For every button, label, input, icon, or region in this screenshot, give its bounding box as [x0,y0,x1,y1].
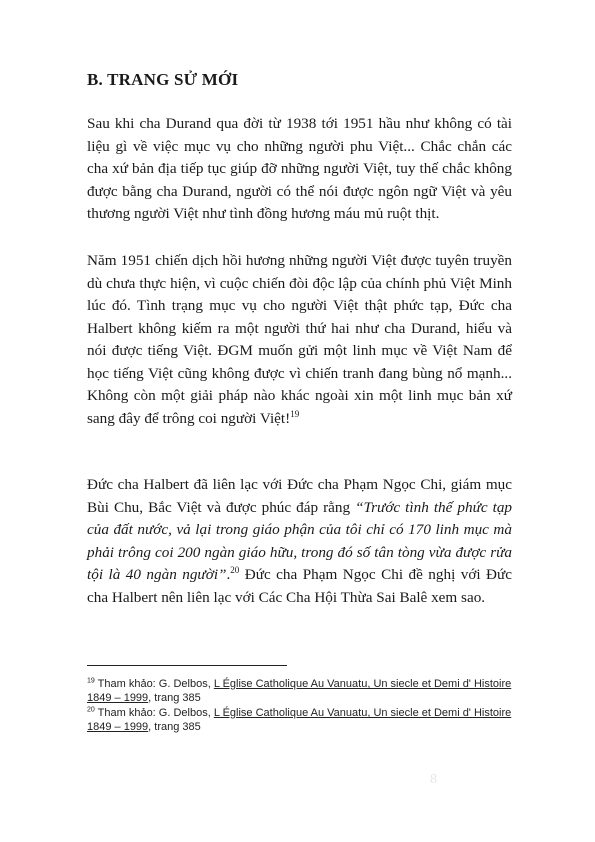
footnote-19 [87,677,517,705]
footnote-19-suffix: , trang 385 [148,692,201,704]
section-heading: B. TRANG SỬ MỚI [87,70,239,89]
paragraph-3-intro: Đức cha Halbert đã liên lạc với Đức cha Phạm Ngọc Chi, giám mục Bùi Chu, Bắc Việt và được phúc đáp rằng [87,476,512,516]
footnote-19-prefix: Tham khảo: G. Delbos, [94,678,214,690]
footnote-divider [87,665,287,666]
footnote-20-number: 20 [87,706,95,714]
paragraph-3-rest: Đức cha Phạm Ngọc Chi đề nghị với Đức cha Halbert nên liên lạc với Các Cha Hội Thừa Sai Balê xem sao. [87,566,512,606]
footnote-20-prefix: Tham khảo: G. Delbos, [94,707,214,719]
footnote-19-number: 19 [87,677,95,685]
footnote-19-source-link[interactable]: L Église Catholique Au Vanuatu, Un siecle et Demi d' Histoire 1849 – 1999 [87,678,512,704]
paragraph-1 [87,113,512,226]
paragraph-1-text: Sau khi cha Durand qua đời từ 1938 tới 1951 hầu như không có tài liệu gì về việc mục vụ cho những người phu Việt... Chắc chắn các cha xứ bản địa tiếp tục giúp đỡ những người Việt, tuy thế chắc không được bằng cha Durand, người có thể nói được ngôn ngữ Việt và yêu thương người Việt như tình đồng hương máu mủ ruột thịt. [87,115,512,222]
footnote-20-suffix: , trang 385 [148,721,201,733]
footnote-ref-19: 19 [290,408,300,419]
footnotes [87,677,517,735]
footnote-20-source-link[interactable]: L Église Catholique Au Vanuatu, Un siecle et Demi d' Histoire 1849 – 1999 [87,707,512,733]
footnote-20 [87,706,517,734]
footnote-ref-20: 20 [230,564,240,575]
paragraph-3 [87,474,512,609]
paragraph-2-text: Năm 1951 chiến dịch hồi hương những người Việt được tuyên truyền dù chưa thực hiện, vì cuộc chiến đòi độc lập của chính phủ Việt Minh lúc đó. Tình trạng mục vụ cho người Việt thật phức tạp, Đức cha Halbert không kiếm ra một người thứ hai như cha Durand, hiểu và nói được tiếng Việt. ĐGM muốn gửi một linh mục về Việt Nam để học tiếng Việt cũng không được vì chiến tranh đang bùng nổ mạnh... Không còn một giải pháp nào khác ngoài xin một linh mục bản xứ sang đây để trông coi người Việt! [87,252,512,427]
page-number: 8 [430,772,437,787]
paragraph-3-quote: “Trước tình thế phức tạp của đất nước, vả lại trong giáo phận của tôi chỉ có 170 linh mục mà phải trông coi 200 ngàn giáo hữu, trong đó số tân tòng vừa được rửa tội là 40 ngàn người” [87,498,513,583]
paragraph-3-period: . [226,566,231,583]
paragraph-2 [87,250,512,430]
